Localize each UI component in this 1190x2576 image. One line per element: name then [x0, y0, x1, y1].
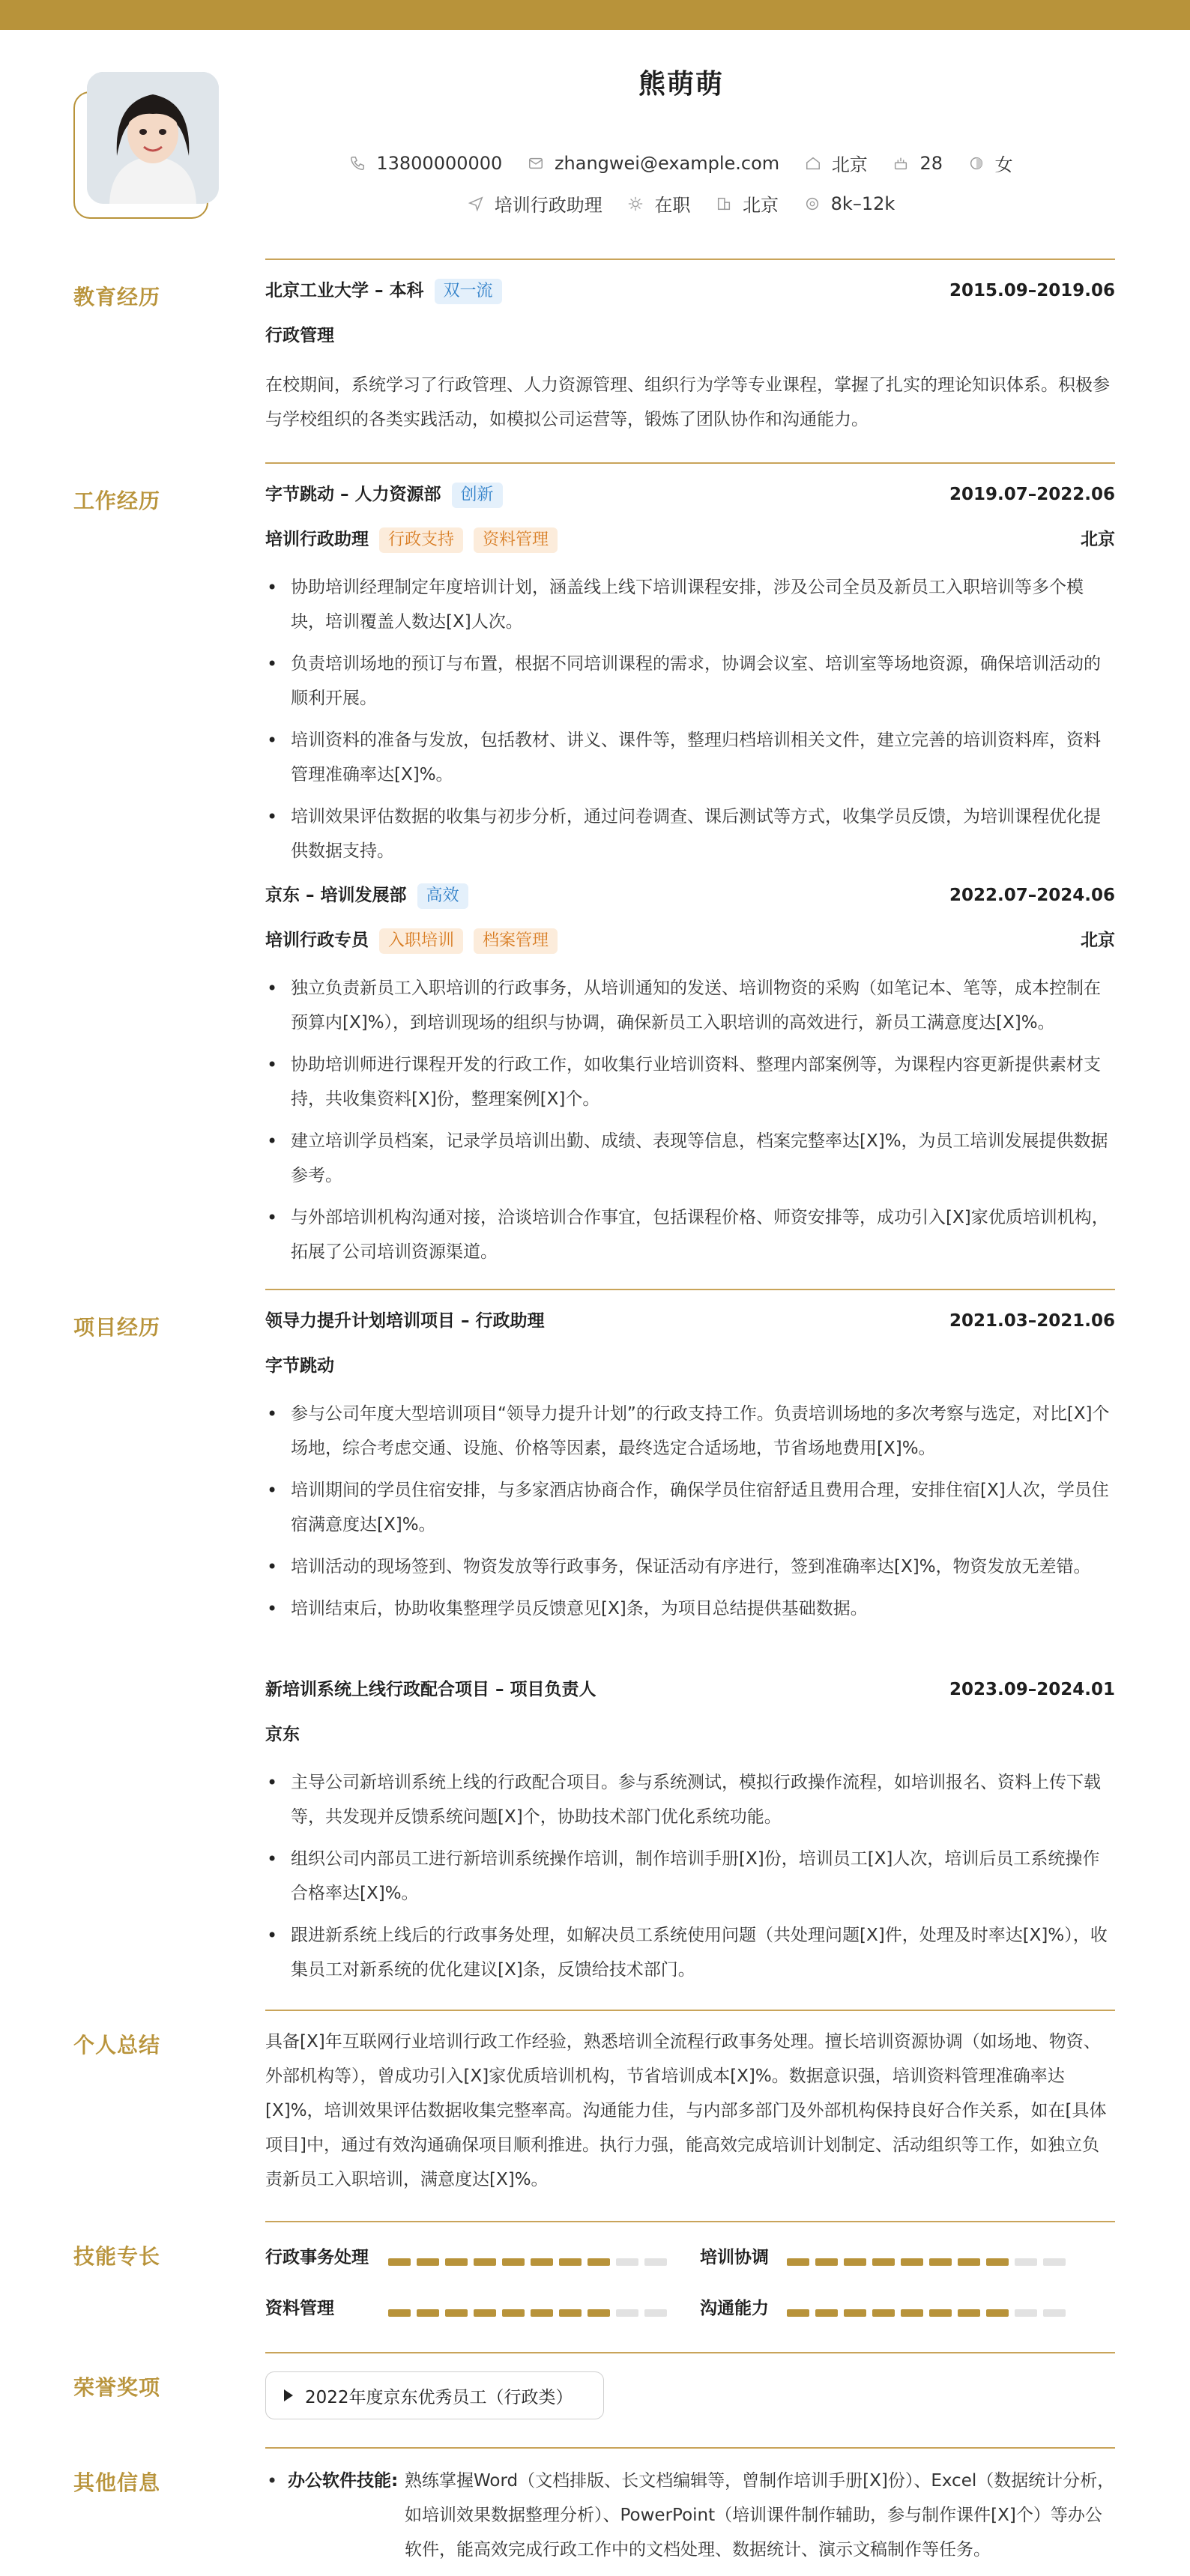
job-title: 培训行政助理: [265, 530, 369, 549]
list-item: • 建立培训学员档案，记录学员培训出勤、成绩、表现等信息，档案完整率达[X]%，为员工培训发展提供数据参考。: [265, 1124, 1115, 1193]
skill-level-segment: [844, 2309, 866, 2317]
play-triangle-icon: [284, 2389, 293, 2401]
skill-level-segment: [417, 2309, 439, 2317]
list-item: • 协助培训师进行课程开发的行政工作，如收集行业培训资料、整理内部案例等，为课程内容更新提供素材支持，共收集资料[X]份，整理案例[X]个。: [265, 1047, 1115, 1116]
other-body: [265, 2447, 1115, 2576]
other-item-key: 办公软件技能:: [288, 2471, 399, 2491]
education-school-row: [265, 273, 1115, 308]
skill-level-segment: [531, 2258, 553, 2266]
skill-level-segment: [531, 2309, 553, 2317]
skill-level-segment: [644, 2258, 667, 2266]
skill-level-segment: [559, 2258, 582, 2266]
list-item: • 参与公司年度大型培训项目“领导力提升计划”的行政支持工作。负责培训场地的多次考察与选定，对比[X]个场地，综合考虑交通、设施、价格等因素，最终选定合适场地，节省场地费用[X]%。: [265, 1397, 1115, 1466]
project-name: 领导力提升计划培训项目 – 行政助理: [265, 1311, 545, 1331]
job-city: 北京: [1081, 931, 1115, 950]
list-item: • 培训效果评估数据的收集与初步分析，通过问卷调查、课后测试等方式，收集学员反馈，为培训课程优化提供数据支持。: [265, 799, 1115, 868]
project-bullets: [265, 1765, 1115, 1995]
other-item-value: 熟练掌握Word（文档排版、长文档编辑等，曾制作培训手册[X]份）、Excel（数据统计分析，如培训效果数据整理分析）、PowerPoint（培训课件制作辅助，参与制作课件[X]个）等办公软件，能高效完成行政工作中的文档处理、数据统计、演示文稿制作等任务。: [405, 2471, 1115, 2560]
job-city: 北京: [1081, 530, 1115, 549]
skill-level-segment: [1043, 2309, 1066, 2317]
project-date: 2023.09–2024.01: [949, 1680, 1115, 1699]
job-title-row: [265, 522, 1115, 557]
project-bullets: [265, 1397, 1115, 1633]
job-bullets: [265, 971, 1115, 1277]
contact-row: [0, 150, 1190, 176]
projects-heading: 项目经历: [73, 1315, 161, 1340]
resume-header: [0, 30, 1190, 229]
mail-icon: [528, 155, 544, 172]
summary-text: 具备[X]年互联网行业培训行政工作经验，熟悉培训全流程行政事务处理。擅长培训资源协调（如场地、物资、外部机构等），曾成功引入[X]家优质培训机构，节省培训成本[X]%。数据意识强，培训资料管理准确率达[X]%，培训效果评估数据收集完整率高。沟通能力佳，与内部多部门及外部机构保持良好合作关系，如在[具体项目]中，通过有效沟通确保项目顺利推进。执行力强，能高效完成培训计划制定、活动组织等工作，如独立负责新员工入职培训，满意度达[X]%。: [265, 2032, 1107, 2189]
skill-bar: [787, 2309, 1066, 2317]
other-heading: 其他信息: [73, 2470, 161, 2495]
salary-item: [804, 193, 895, 214]
list-item: • 跟进新系统上线后的行政事务处理，如解决员工系统使用问题（共处理问题[X]件，处理及时率达[X]%），收集员工对新系统的优化建议[X]条，反馈给技术部门。: [265, 1918, 1115, 1987]
skill-level-segment: [815, 2258, 838, 2266]
skill-name: 行政事务处理: [265, 2248, 369, 2267]
status-text: 在职: [654, 195, 691, 216]
job-title-row: [265, 923, 1115, 958]
gender-item: [968, 150, 1013, 176]
education-major: 行政管理: [265, 326, 334, 345]
skill-level-segment: [787, 2258, 809, 2266]
project-name-row: [265, 1672, 1115, 1707]
skill-level-segment: [1043, 2258, 1066, 2266]
skill-level-segment: [445, 2309, 468, 2317]
city-text: 北京: [831, 154, 868, 175]
skill-level-segment: [644, 2309, 667, 2317]
projects-body: [265, 1289, 1115, 2008]
project-org: 字节跳动: [265, 1356, 334, 1376]
skill-level-segment: [417, 2258, 439, 2266]
phone-text: 13800000000: [376, 152, 503, 174]
skill-level-segment: [388, 2258, 411, 2266]
job-title: 培训行政专员: [265, 931, 369, 950]
job-company: 京东 – 培训发展部: [265, 886, 407, 905]
email-text: zhangwei@example.com: [554, 152, 780, 174]
skill-level-segment: [787, 2309, 809, 2317]
list-item: • 培训活动的现场签到、物资发放等行政事务，保证活动有序进行，签到准确率达[X]%，物资发放无差错。: [265, 1549, 1115, 1584]
list-item: • 协助培训经理制定年度培训计划，涵盖线上线下培训课程安排，涉及公司全员及新员工入职培训等多个模块，培训覆盖人数达[X]人次。: [265, 570, 1115, 639]
skill-level-segment: [986, 2258, 1009, 2266]
work-body: [265, 462, 1115, 1279]
list-item: • 组织公司内部员工进行新培训系统操作培训，制作培训手册[X]份，培训员工[X]人次，培训后员工系统操作合格率达[X]%。: [265, 1842, 1115, 1911]
list-item: • 培训结束后，协助收集整理学员反馈意见[X]条，为项目总结提供基础数据。: [265, 1591, 1115, 1626]
list-item: • 负责培训场地的预订与布置，根据不同培训课程的需求，协调会议室、培训室等场地资源，确保培训活动的顺利开展。: [265, 647, 1115, 716]
skills-heading: 技能专长: [73, 2244, 161, 2269]
target-job-text: 培训行政助理: [494, 195, 602, 216]
phone-icon: [349, 155, 366, 172]
gender-text: 女: [994, 154, 1013, 175]
education-desc: 在校期间，系统学习了行政管理、人力资源管理、组织行为学等专业课程，掌握了扎实的理论知识体系。积极参与学校组织的各类实践活动，如模拟公司运营等，锻炼了团队协作和沟通能力。: [265, 375, 1110, 429]
skill-level-segment: [616, 2309, 638, 2317]
education-body: [265, 258, 1115, 438]
job-date: 2019.07–2022.06: [949, 485, 1115, 504]
skill-level-segment: [502, 2309, 525, 2317]
skill-level-segment: [815, 2309, 838, 2317]
skill-level-segment: [958, 2309, 980, 2317]
award-text: 2022年度京东优秀员工（行政类）: [305, 2387, 573, 2407]
skill-level-segment: [588, 2258, 610, 2266]
skill-level-segment: [929, 2258, 952, 2266]
gender-icon: [968, 155, 985, 172]
education-school: 北京工业大学 – 本科: [265, 281, 424, 300]
skill-name: 培训协调: [700, 2248, 769, 2267]
summary-body: [265, 2010, 1115, 2219]
skill-level-segment: [474, 2309, 496, 2317]
list-item: • 独立负责新员工入职培训的行政事务，从培训通知的发送、培训物资的采购（如笔记本、笔等，成本控制在预算内[X]%），到培训现场的组织与协调，确保新员工入职培训的高效进行，新员工满意度达[X]%。: [265, 971, 1115, 1040]
skill-bar: [787, 2258, 1066, 2266]
job-company-row: [265, 878, 1115, 913]
coin-icon: [804, 196, 821, 212]
skill-level-segment: [559, 2309, 582, 2317]
list-item: • 培训期间的学员住宿安排，与多家酒店协商合作，确保学员住宿舒适且费用合理，安排住宿[X]人次，学员住宿满意度达[X]%。: [265, 1473, 1115, 1542]
job-skill-tag: 入职培训: [379, 928, 463, 954]
project-name: 新培训系统上线行政配合项目 – 项目负责人: [265, 1680, 596, 1699]
skill-level-segment: [901, 2258, 923, 2266]
summary-heading: 个人总结: [73, 2033, 161, 2058]
bullet-dot-icon: •: [267, 2470, 278, 2491]
building-icon: [716, 196, 732, 212]
job-bullets: [265, 570, 1115, 876]
job-skill-tag: 档案管理: [474, 928, 558, 954]
cake-icon: [892, 155, 909, 172]
skill-level-segment: [502, 2258, 525, 2266]
status-icon: [627, 196, 644, 212]
job-company-tag: 高效: [417, 883, 468, 909]
skill-name: 资料管理: [265, 2299, 334, 2318]
list-item: • 培训资料的准备与发放，包括教材、讲义、课件等，整理归档培训相关文件，建立完善的培训资料库，资料管理准确率达[X]%。: [265, 723, 1115, 792]
job-company-row: [265, 477, 1115, 512]
skill-level-segment: [1015, 2309, 1037, 2317]
target-job-item: [468, 190, 602, 217]
awards-body: [265, 2352, 1115, 2448]
salary-text: 8k–12k: [830, 193, 895, 214]
job-company-tag: 创新: [452, 483, 503, 508]
target-city-text: 北京: [743, 195, 779, 216]
skill-bar: [388, 2309, 667, 2317]
award-item[interactable]: [265, 2371, 604, 2419]
skill-level-segment: [986, 2309, 1009, 2317]
skill-level-segment: [872, 2309, 895, 2317]
list-item: • 主导公司新培训系统上线的行政配合项目。参与系统测试，模拟行政操作流程，如培训报名、资料上传下载等，共发现并反馈系统问题[X]个，协助技术部门优化系统功能。: [265, 1765, 1115, 1834]
top-accent-bar: [0, 0, 1190, 30]
skill-level-segment: [1015, 2258, 1037, 2266]
work-heading: 工作经历: [73, 489, 161, 513]
skills-body: [265, 2221, 1115, 2352]
skill-level-segment: [929, 2309, 952, 2317]
age-item: [892, 153, 943, 174]
skill-level-segment: [844, 2258, 866, 2266]
job-date: 2022.07–2024.06: [949, 886, 1115, 905]
skill-level-segment: [872, 2258, 895, 2266]
education-date: 2015.09–2019.06: [949, 281, 1115, 300]
skill-level-segment: [901, 2309, 923, 2317]
job-skill-tag: 行政支持: [379, 527, 463, 553]
skill-bar: [388, 2258, 667, 2266]
education-heading: 教育经历: [73, 285, 161, 309]
project-name-row: [265, 1304, 1115, 1338]
skill-level-segment: [958, 2258, 980, 2266]
age-text: 28: [919, 152, 943, 174]
send-icon: [468, 196, 484, 212]
phone-item: [349, 153, 502, 174]
list-item: • 与外部培训机构沟通对接，洽谈培训合作事宜，包括课程价格、师资安排等，成功引入[X]家优质培训机构，拓展了公司培训资源渠道。: [265, 1200, 1115, 1269]
education-tag: 双一流: [435, 279, 502, 304]
job-skill-tag: 资料管理: [474, 527, 558, 553]
project-date: 2021.03–2021.06: [949, 1311, 1115, 1331]
skill-level-segment: [388, 2309, 411, 2317]
job-company: 字节跳动 – 人力资源部: [265, 485, 441, 504]
skill-level-segment: [588, 2309, 610, 2317]
skill-level-segment: [445, 2258, 468, 2266]
skill-level-segment: [616, 2258, 638, 2266]
status-item: [627, 190, 690, 217]
home-icon: [805, 155, 821, 172]
project-org: 京东: [265, 1725, 300, 1744]
skill-level-segment: [474, 2258, 496, 2266]
job-intent-row: [0, 190, 1190, 217]
awards-heading: 荣誉奖项: [73, 2375, 161, 2400]
target-city-item: [716, 190, 779, 217]
skill-name: 沟通能力: [700, 2299, 769, 2318]
candidate-name: 熊萌萌: [638, 69, 724, 100]
email-item: [528, 153, 779, 174]
city-item: [805, 150, 868, 176]
